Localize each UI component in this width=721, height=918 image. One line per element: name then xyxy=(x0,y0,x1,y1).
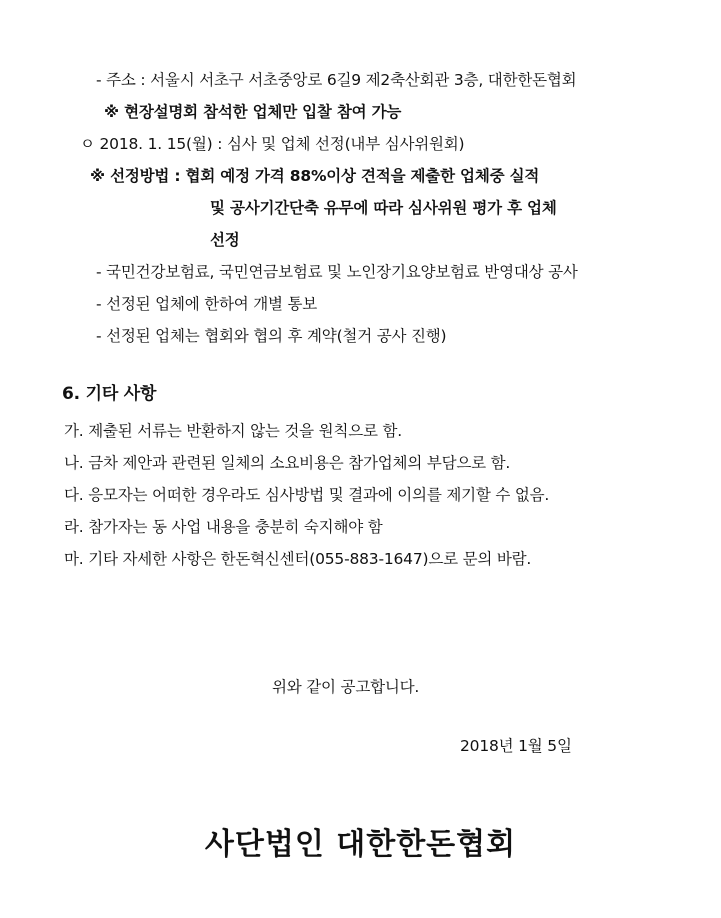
notice-date: 2018년 1월 5일 xyxy=(460,737,572,755)
closing-statement: 위와 같이 공고합니다. xyxy=(272,678,420,696)
section-6-item-2: 나. 금차 제안과 관련된 일체의 소요비용은 참가업체의 부담으로 함. xyxy=(64,454,511,472)
selection-method-line-3: 선정 xyxy=(210,231,240,249)
section-6-item-3: 다. 응모자는 어떠한 경우라도 심사방법 및 결과에 이의를 제기할 수 없음. xyxy=(64,486,550,504)
address-line: - 주소 : 서울시 서초구 서초중앙로 6길9 제2축산회관 3층, 대한한돈협회 xyxy=(96,71,577,89)
insurance-line: - 국민건강보험료, 국민연금보험료 및 노인장기요양보험료 반영대상 공사 xyxy=(96,263,578,281)
selection-method-line-2: 및 공사기간단축 유무에 따라 심사위원 평가 후 업체 xyxy=(210,199,557,217)
section-6-title: 6. 기타 사항 xyxy=(62,384,157,404)
section-6-item-4: 라. 참가자는 동 사업 내용을 충분히 숙지해야 함 xyxy=(64,518,383,536)
section-6-item-1: 가. 제출된 서류는 반환하지 않는 것을 원칙으로 함. xyxy=(64,422,403,440)
section-6-item-5: 마. 기타 자세한 사항은 한돈혁신센터(055-883-1647)으로 문의 바람. xyxy=(64,550,532,568)
schedule-line: ㅇ 2018. 1. 15(월) : 심사 및 업체 선정(내부 심사위원회) xyxy=(80,135,465,153)
notify-line: - 선정된 업체에 한하여 개별 통보 xyxy=(96,295,318,313)
selection-method-line-1: ※ 선정방법 : 협회 예정 가격 88%이상 견적을 제출한 업체중 실적 xyxy=(90,167,540,185)
contract-line: - 선정된 업체는 협회와 협의 후 계약(철거 공사 진행) xyxy=(96,327,447,345)
site-briefing-notice: ※ 현장설명회 참석한 업체만 입찰 참여 가능 xyxy=(104,103,402,121)
organization-name: 사단법인 대한한돈협회 xyxy=(204,827,517,862)
